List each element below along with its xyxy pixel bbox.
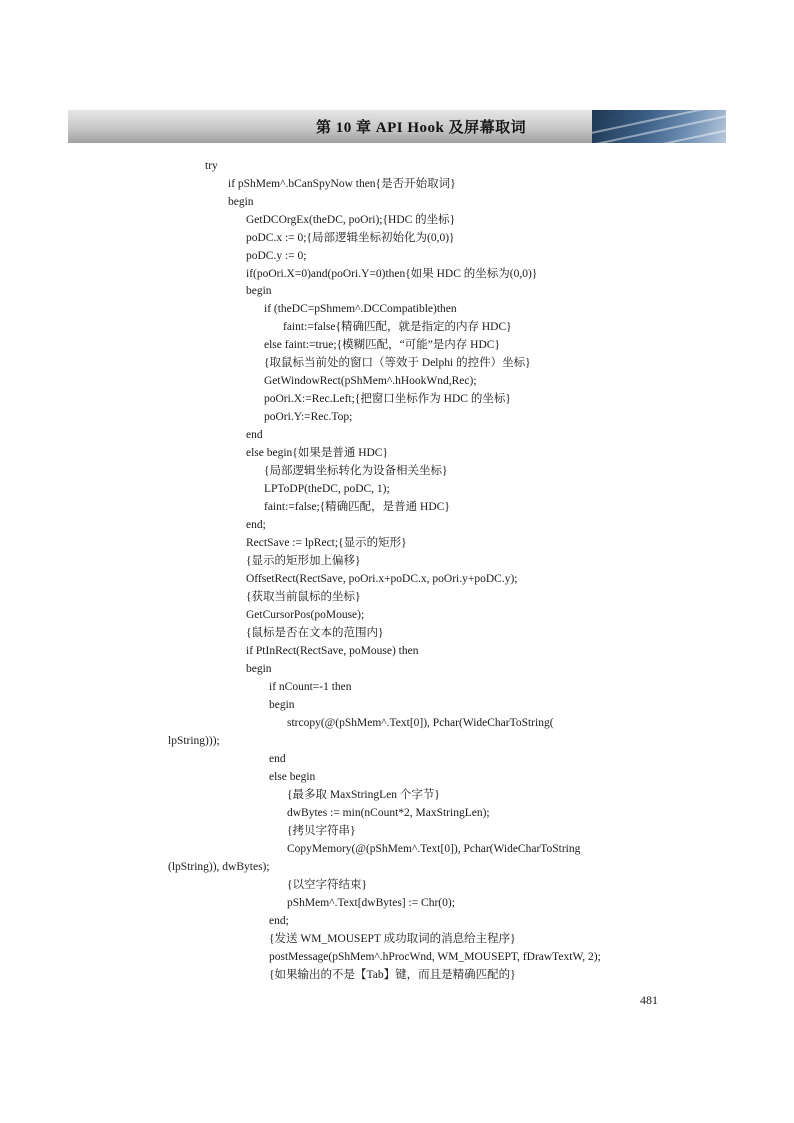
code-line: poDC.y := 0; — [246, 250, 307, 262]
code-line: {局部逻辑坐标转化为设备相关坐标} — [264, 465, 448, 477]
code-line: strcopy(@(pShMem^.Text[0]), Pchar(WideCharToString( — [287, 717, 554, 729]
code-line: if pShMem^.bCanSpyNow then{是否开始取词} — [228, 178, 456, 190]
code-line: poOri.X:=Rec.Left;{把窗口坐标作为 HDC 的坐标} — [264, 393, 511, 405]
code-line: if nCount=-1 then — [269, 681, 352, 693]
code-line: if(poOri.X=0)and(poOri.Y=0)then{如果 HDC 的坐标为(0,0)} — [246, 268, 538, 280]
code-line: begin — [228, 196, 254, 208]
code-line: dwBytes := min(nCount*2, MaxStringLen); — [287, 807, 490, 819]
code-line: {以空字符结束} — [287, 879, 368, 891]
code-line: GetCursorPos(poMouse); — [246, 609, 365, 621]
code-line: else begin — [269, 771, 316, 783]
code-line: {获取当前鼠标的坐标} — [246, 591, 361, 603]
code-line: GetDCOrgEx(theDC, poOri);{HDC 的坐标} — [246, 214, 456, 226]
code-line: end; — [269, 915, 289, 927]
code-line: begin — [269, 699, 295, 711]
code-line: else begin{如果是普通 HDC} — [246, 447, 388, 459]
code-line: {最多取 MaxStringLen 个字节} — [287, 789, 440, 801]
code-line: CopyMemory(@(pShMem^.Text[0]), Pchar(WideCharToString — [287, 843, 581, 855]
code-line: lpString))); — [168, 735, 220, 747]
page-number: 481 — [640, 993, 658, 1007]
code-line: end; — [246, 519, 266, 531]
code-line: poDC.x := 0;{局部逻辑坐标初始化为(0,0)} — [246, 232, 455, 244]
header-keyboard-image — [592, 110, 726, 143]
code-line: if PtInRect(RectSave, poMouse) then — [246, 645, 419, 657]
code-line: end — [269, 753, 286, 765]
code-line: LPToDP(theDC, poDC, 1); — [264, 483, 390, 495]
code-line: begin — [246, 285, 272, 297]
code-line: pShMem^.Text[dwBytes] := Chr(0); — [287, 897, 455, 909]
code-line: {鼠标是否在文本的范围内} — [246, 627, 384, 639]
code-line: end — [246, 429, 263, 441]
code-line: else faint:=true;{模糊匹配，“可能”是内存 HDC} — [264, 339, 500, 351]
code-line: {拷贝字符串} — [287, 825, 356, 837]
code-line: (lpString)), dwBytes); — [168, 861, 270, 873]
code-line: {取鼠标当前处的窗口（等效于 Delphi 的控件）坐标} — [264, 357, 531, 369]
code-line: OffsetRect(RectSave, poOri.x+poDC.x, poOri.y+poDC.y); — [246, 573, 518, 585]
code-line: poOri.Y:=Rec.Top; — [264, 411, 353, 423]
code-line: RectSave := lpRect;{显示的矩形} — [246, 537, 407, 549]
chapter-title: 第 10 章 API Hook 及屏幕取词 — [316, 120, 527, 136]
code-line: begin — [246, 663, 272, 675]
code-line: if (theDC=pShmem^.DCCompatible)then — [264, 303, 457, 315]
code-line: postMessage(pShMem^.hProcWnd, WM_MOUSEPT, fDrawTextW, 2); — [269, 951, 601, 963]
code-line: faint:=false{精确匹配，就是指定的内存 HDC} — [283, 321, 512, 333]
code-line: try — [205, 160, 218, 172]
code-line: {如果输出的不是【Tab】键，而且是精确匹配的} — [269, 969, 516, 981]
code-line: GetWindowRect(pShMem^.hHookWnd,Rec); — [264, 375, 477, 387]
code-line: {发送 WM_MOUSEPT 成功取词的消息给主程序} — [269, 933, 516, 945]
code-line: faint:=false;{精确匹配，是普通 HDC} — [264, 501, 450, 513]
code-line: {显示的矩形加上偏移} — [246, 555, 361, 567]
